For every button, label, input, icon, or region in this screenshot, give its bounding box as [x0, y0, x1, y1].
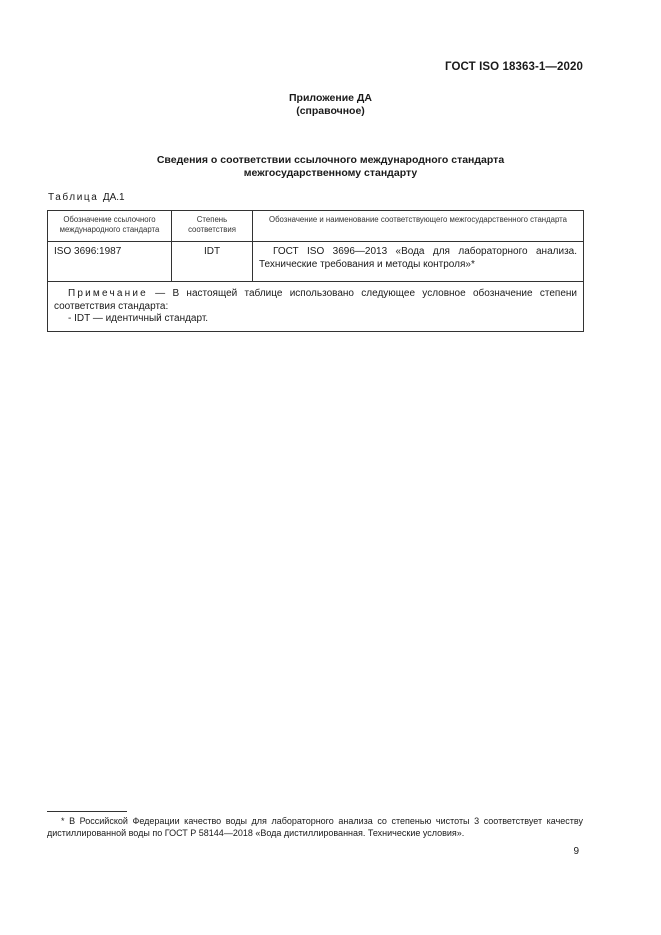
appendix-type: (справочное) [296, 105, 365, 117]
note-label: Примечание [68, 288, 148, 299]
note-text: — В настоящей таблице использовано следующее условное обозначение степени соответствия стандарта: [54, 288, 577, 312]
header-reference-standard: Обозначение ссылочного международного стандарта [48, 211, 172, 242]
table-header-row [48, 211, 584, 242]
table-caption-number: ДА.1 [102, 192, 125, 203]
header-national-standard: Обозначение и наименование соответствующего межгосударственного стандарта [253, 211, 584, 242]
document-header-id: ГОСТ ISO 18363-1—2020 [445, 61, 583, 73]
table-caption-word: Таблица [48, 192, 99, 203]
section-title-line-1: Сведения о соответствии ссылочного международного стандарта [156, 154, 505, 166]
cell-degree: IDT [172, 242, 253, 282]
table-row [48, 242, 584, 282]
correspondence-table [47, 210, 584, 332]
page-number: 9 [573, 846, 579, 857]
appendix-heading [0, 92, 661, 118]
header-degree: Степень соответствия [172, 211, 253, 242]
footnote: * В Российской Федерации качество воды для лабораторного анализа со степенью чистоты 3 соответствует качеству дистиллированной воды по ГОСТ Р 58144—2018 «Вода дистиллированная. Технические условия». [47, 816, 583, 838]
cell-reference-standard: ISO 3696:1987 [48, 242, 172, 282]
table-note-row [48, 282, 584, 332]
table-note [48, 282, 584, 332]
table-caption [48, 192, 125, 203]
section-title-line-2: межгосударственному стандарту [243, 167, 418, 179]
note-paragraph [54, 288, 577, 313]
appendix-label: Приложение ДА [289, 92, 372, 104]
note-item: - IDT — идентичный стандарт. [68, 313, 209, 324]
footnote-divider [47, 811, 127, 812]
cell-national-standard: ГОСТ ISO 3696—2013 «Вода для лабораторного анализа. Технические требования и методы контроля»* [253, 242, 584, 282]
